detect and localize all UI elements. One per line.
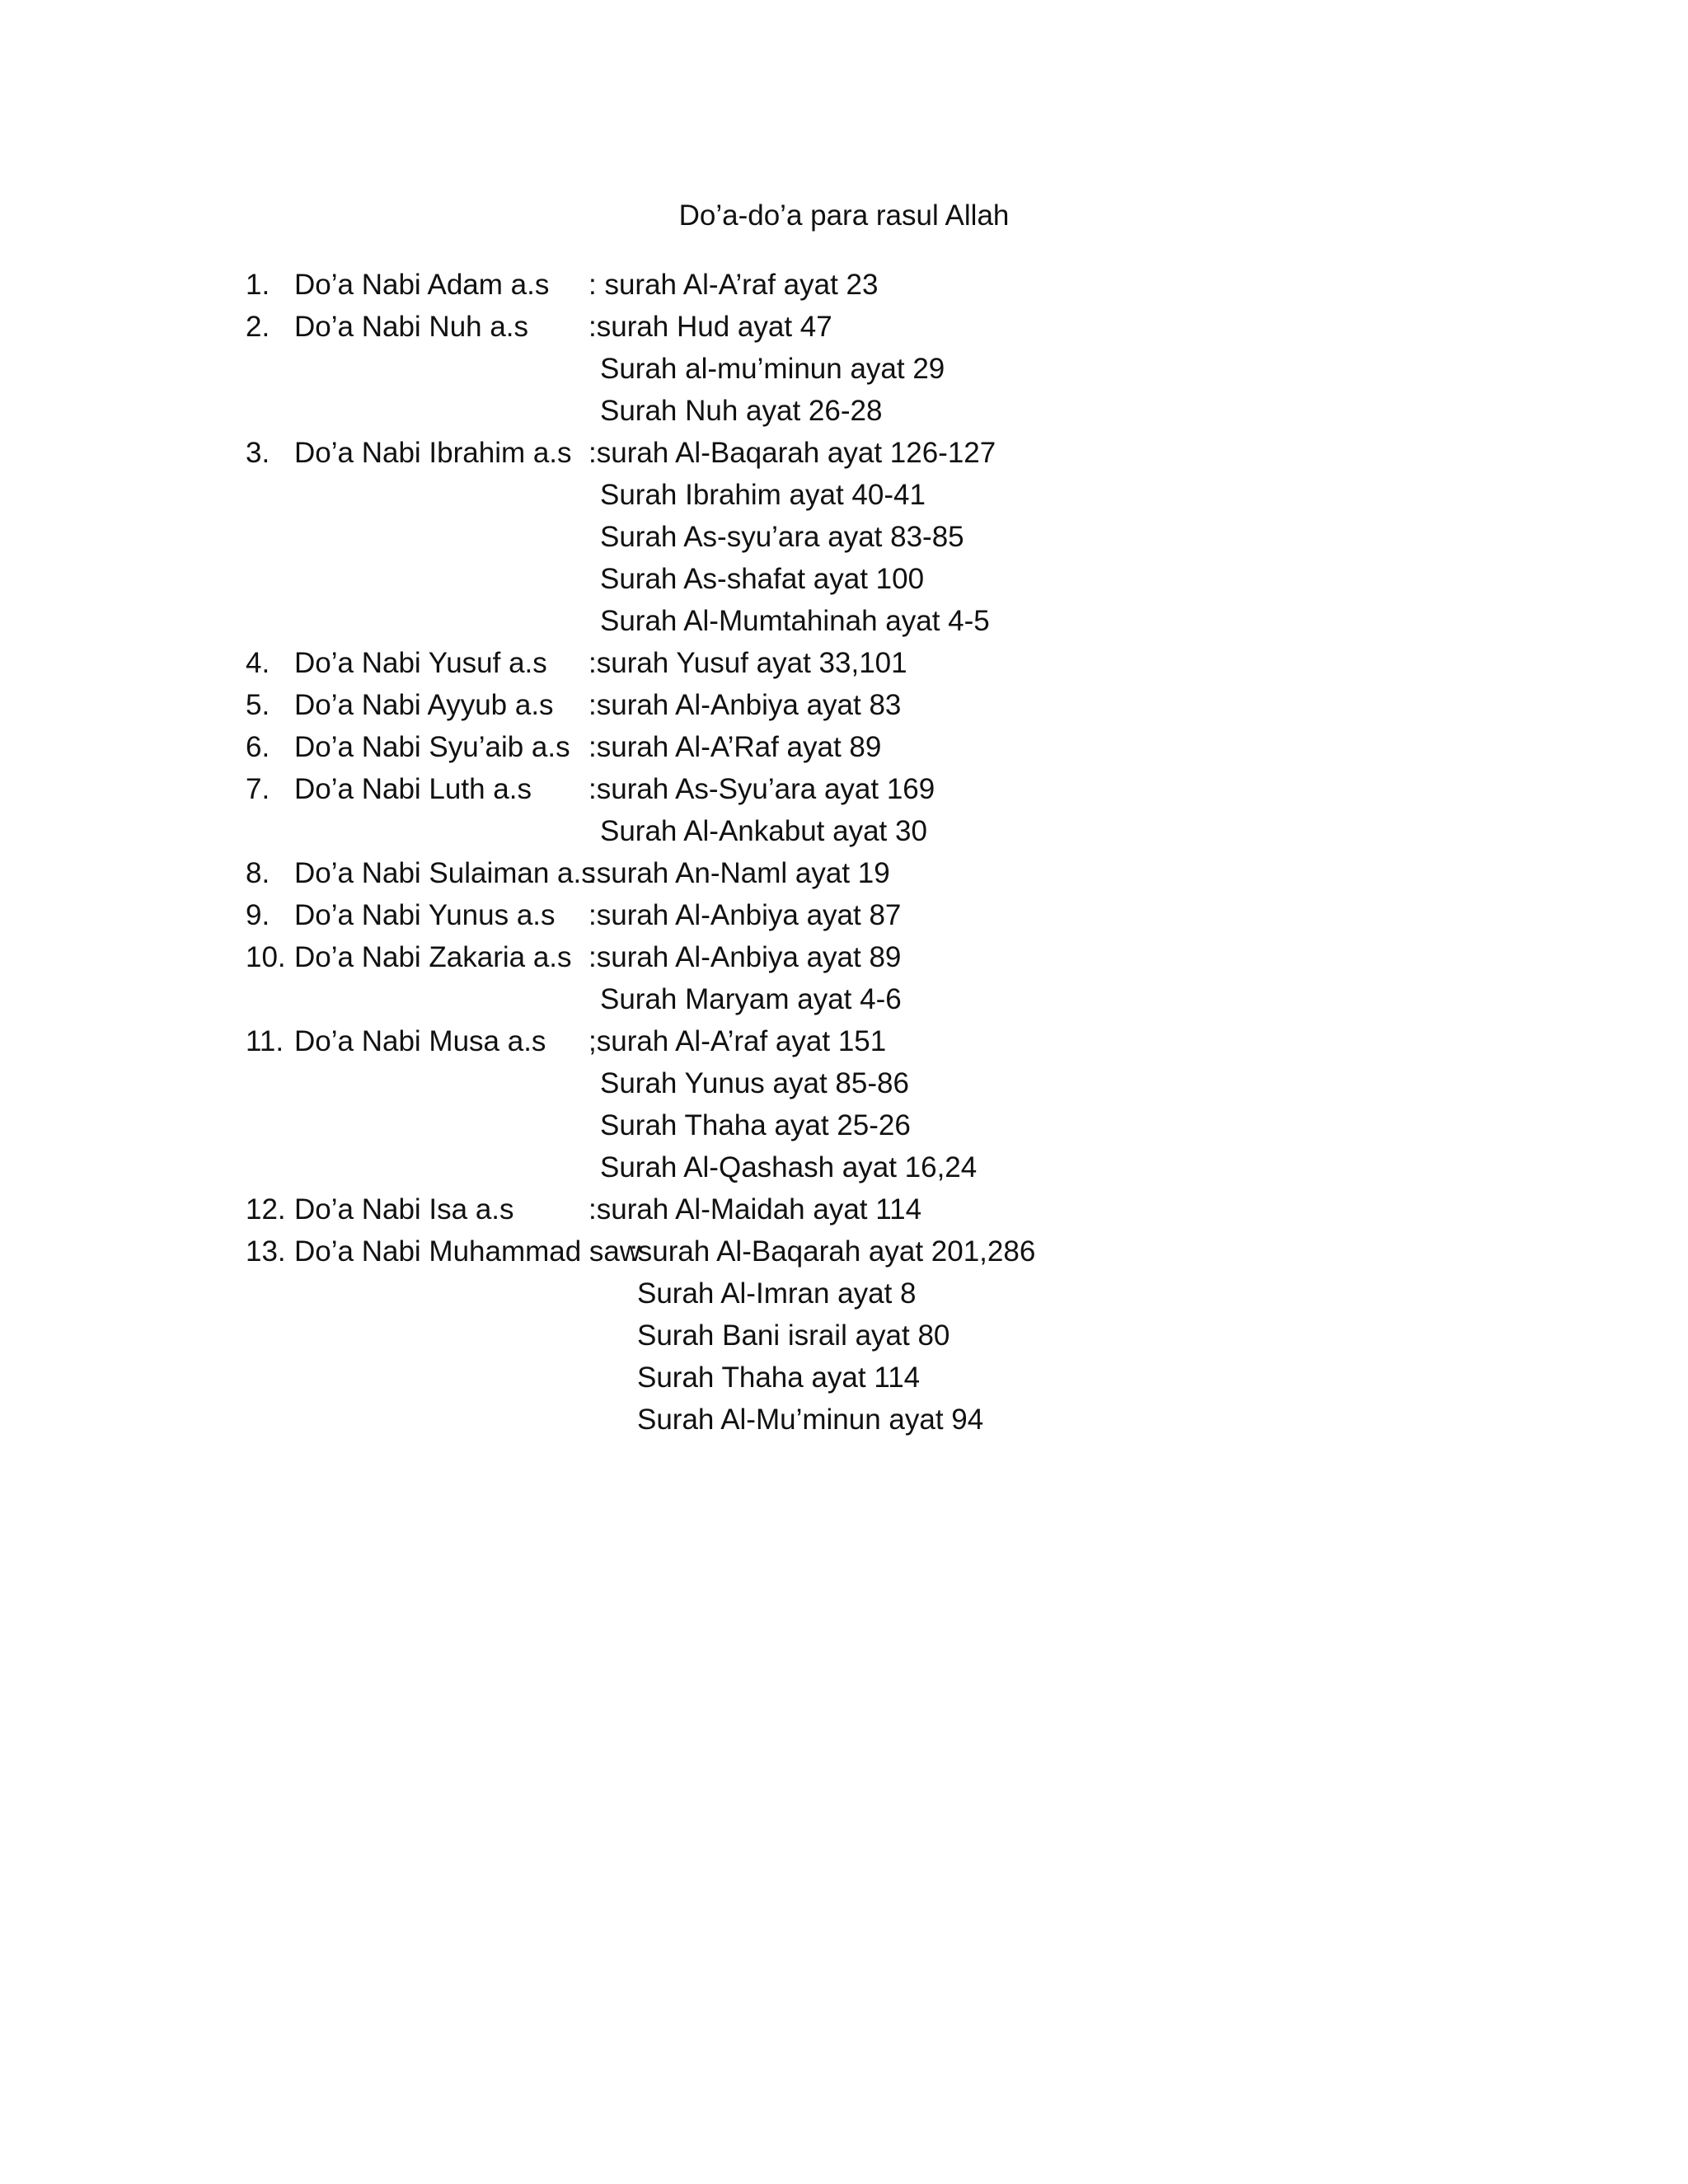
- list-item-continuation: [0, 1399, 1688, 1441]
- list-item: [0, 306, 1688, 348]
- surah-reference: Surah Nuh ayat 26-28: [600, 395, 883, 427]
- document-title: Do’a-do’a para rasul Allah: [678, 199, 1010, 232]
- surah-reference: Surah Maryam ayat 4-6: [600, 983, 902, 1015]
- item-number: 9.: [246, 899, 270, 931]
- surah-reference: Surah Al-Qashash ayat 16,24: [600, 1151, 978, 1183]
- surah-reference: Surah Al-Ankabut ayat 30: [600, 815, 927, 847]
- list-item: [0, 936, 1688, 978]
- list-item: [0, 894, 1688, 936]
- list-item: [0, 726, 1688, 768]
- surah-reference: :surah As-Syu’ara ayat 169: [588, 773, 935, 805]
- list-item-continuation: [0, 1272, 1688, 1315]
- surah-reference: Surah Yunus ayat 85-86: [600, 1067, 909, 1099]
- surah-reference: :surah Yusuf ayat 33,101: [588, 647, 907, 679]
- item-number: 10.: [246, 941, 286, 973]
- surah-reference: Surah As-syu’ara ayat 83-85: [600, 521, 964, 553]
- list-item-continuation: [0, 600, 1688, 642]
- surah-reference: Surah Ibrahim ayat 40-41: [600, 479, 926, 511]
- prophet-name: Do’a Nabi Muhammad saw: [294, 1235, 641, 1268]
- list-item-continuation: [0, 516, 1688, 558]
- prophet-name: Do’a Nabi Yusuf a.s: [294, 647, 547, 679]
- surah-reference: :surah Al-A’Raf ayat 89: [588, 731, 882, 763]
- item-number: 4.: [246, 647, 270, 679]
- item-number: 13.: [246, 1235, 286, 1268]
- item-number: 1.: [246, 269, 270, 301]
- list-item: [0, 1020, 1688, 1062]
- item-number: 8.: [246, 857, 270, 889]
- surah-reference: Surah Al-Imran ayat 8: [637, 1277, 917, 1310]
- surah-reference: Surah Al-Mumtahinah ayat 4-5: [600, 605, 990, 637]
- list-item: [0, 768, 1688, 810]
- item-number: 5.: [246, 689, 270, 721]
- item-number: 11.: [246, 1025, 284, 1057]
- prophet-name: Do’a Nabi Ibrahim a.s: [294, 437, 572, 469]
- surah-reference: :surah Al-Anbiya ayat 87: [588, 899, 902, 931]
- prophet-name: Do’a Nabi Nuh a.s: [294, 311, 529, 343]
- list-item-continuation: [0, 474, 1688, 516]
- surah-reference: Surah Al-Mu’minun ayat 94: [637, 1404, 984, 1436]
- surah-reference: ;surah Al-A’raf ayat 151: [588, 1025, 887, 1057]
- prophet-name: Do’a Nabi Zakaria a.s: [294, 941, 572, 973]
- list-item-continuation: [0, 390, 1688, 432]
- surah-reference: Surah al-mu’minun ayat 29: [600, 353, 945, 385]
- list-item: [0, 1188, 1688, 1230]
- list-item: [0, 1230, 1688, 1272]
- list-item-continuation: [0, 978, 1688, 1020]
- prophet-name: Do’a Nabi Ayyub a.s: [294, 689, 554, 721]
- list-item: [0, 684, 1688, 726]
- list-item: [0, 852, 1688, 894]
- prophet-name: Do’a Nabi Adam a.s: [294, 269, 550, 301]
- surah-reference: :surah Al-Anbiya ayat 89: [588, 941, 902, 973]
- prophet-name: Do’a Nabi Sulaiman a.s: [294, 857, 596, 889]
- prayer-list: [0, 264, 1688, 1441]
- item-number: 6.: [246, 731, 270, 763]
- item-number: 7.: [246, 773, 270, 805]
- list-item-continuation: [0, 810, 1688, 852]
- prophet-name: Do’a Nabi Musa a.s: [294, 1025, 546, 1057]
- item-number: 3.: [246, 437, 270, 469]
- item-number: 2.: [246, 311, 270, 343]
- surah-reference: :surah Al-Maidah ayat 114: [588, 1193, 922, 1226]
- list-item-continuation: [0, 1062, 1688, 1104]
- list-item-continuation: [0, 1146, 1688, 1188]
- surah-reference: :surah Al-Anbiya ayat 83: [588, 689, 902, 721]
- surah-reference: : surah Al-A’raf ayat 23: [588, 269, 879, 301]
- list-item: [0, 264, 1688, 306]
- surah-reference: Surah Thaha ayat 114: [637, 1361, 921, 1394]
- surah-reference: :surah Al-Baqarah ayat 126-127: [588, 437, 996, 469]
- prophet-name: Do’a Nabi Syu’aib a.s: [294, 731, 570, 763]
- list-item: [0, 432, 1688, 474]
- prophet-name: Do’a Nabi Isa a.s: [294, 1193, 514, 1226]
- list-item-continuation: [0, 558, 1688, 600]
- surah-reference: Surah Bani israil ayat 80: [637, 1319, 950, 1352]
- prophet-name: Do’a Nabi Yunus a.s: [294, 899, 556, 931]
- surah-reference: :surah Hud ayat 47: [588, 311, 832, 343]
- list-item-continuation: [0, 348, 1688, 390]
- list-item-continuation: [0, 1315, 1688, 1357]
- list-item-continuation: [0, 1357, 1688, 1399]
- surah-reference: Surah Thaha ayat 25-26: [600, 1109, 911, 1141]
- surah-reference: Surah As-shafat ayat 100: [600, 563, 925, 595]
- surah-reference: :surah An-Naml ayat 19: [588, 857, 890, 889]
- list-item-continuation: [0, 1104, 1688, 1146]
- surah-reference: :surah Al-Baqarah ayat 201,286: [630, 1235, 1036, 1268]
- prophet-name: Do’a Nabi Luth a.s: [294, 773, 532, 805]
- item-number: 12.: [246, 1193, 286, 1226]
- list-item: [0, 642, 1688, 684]
